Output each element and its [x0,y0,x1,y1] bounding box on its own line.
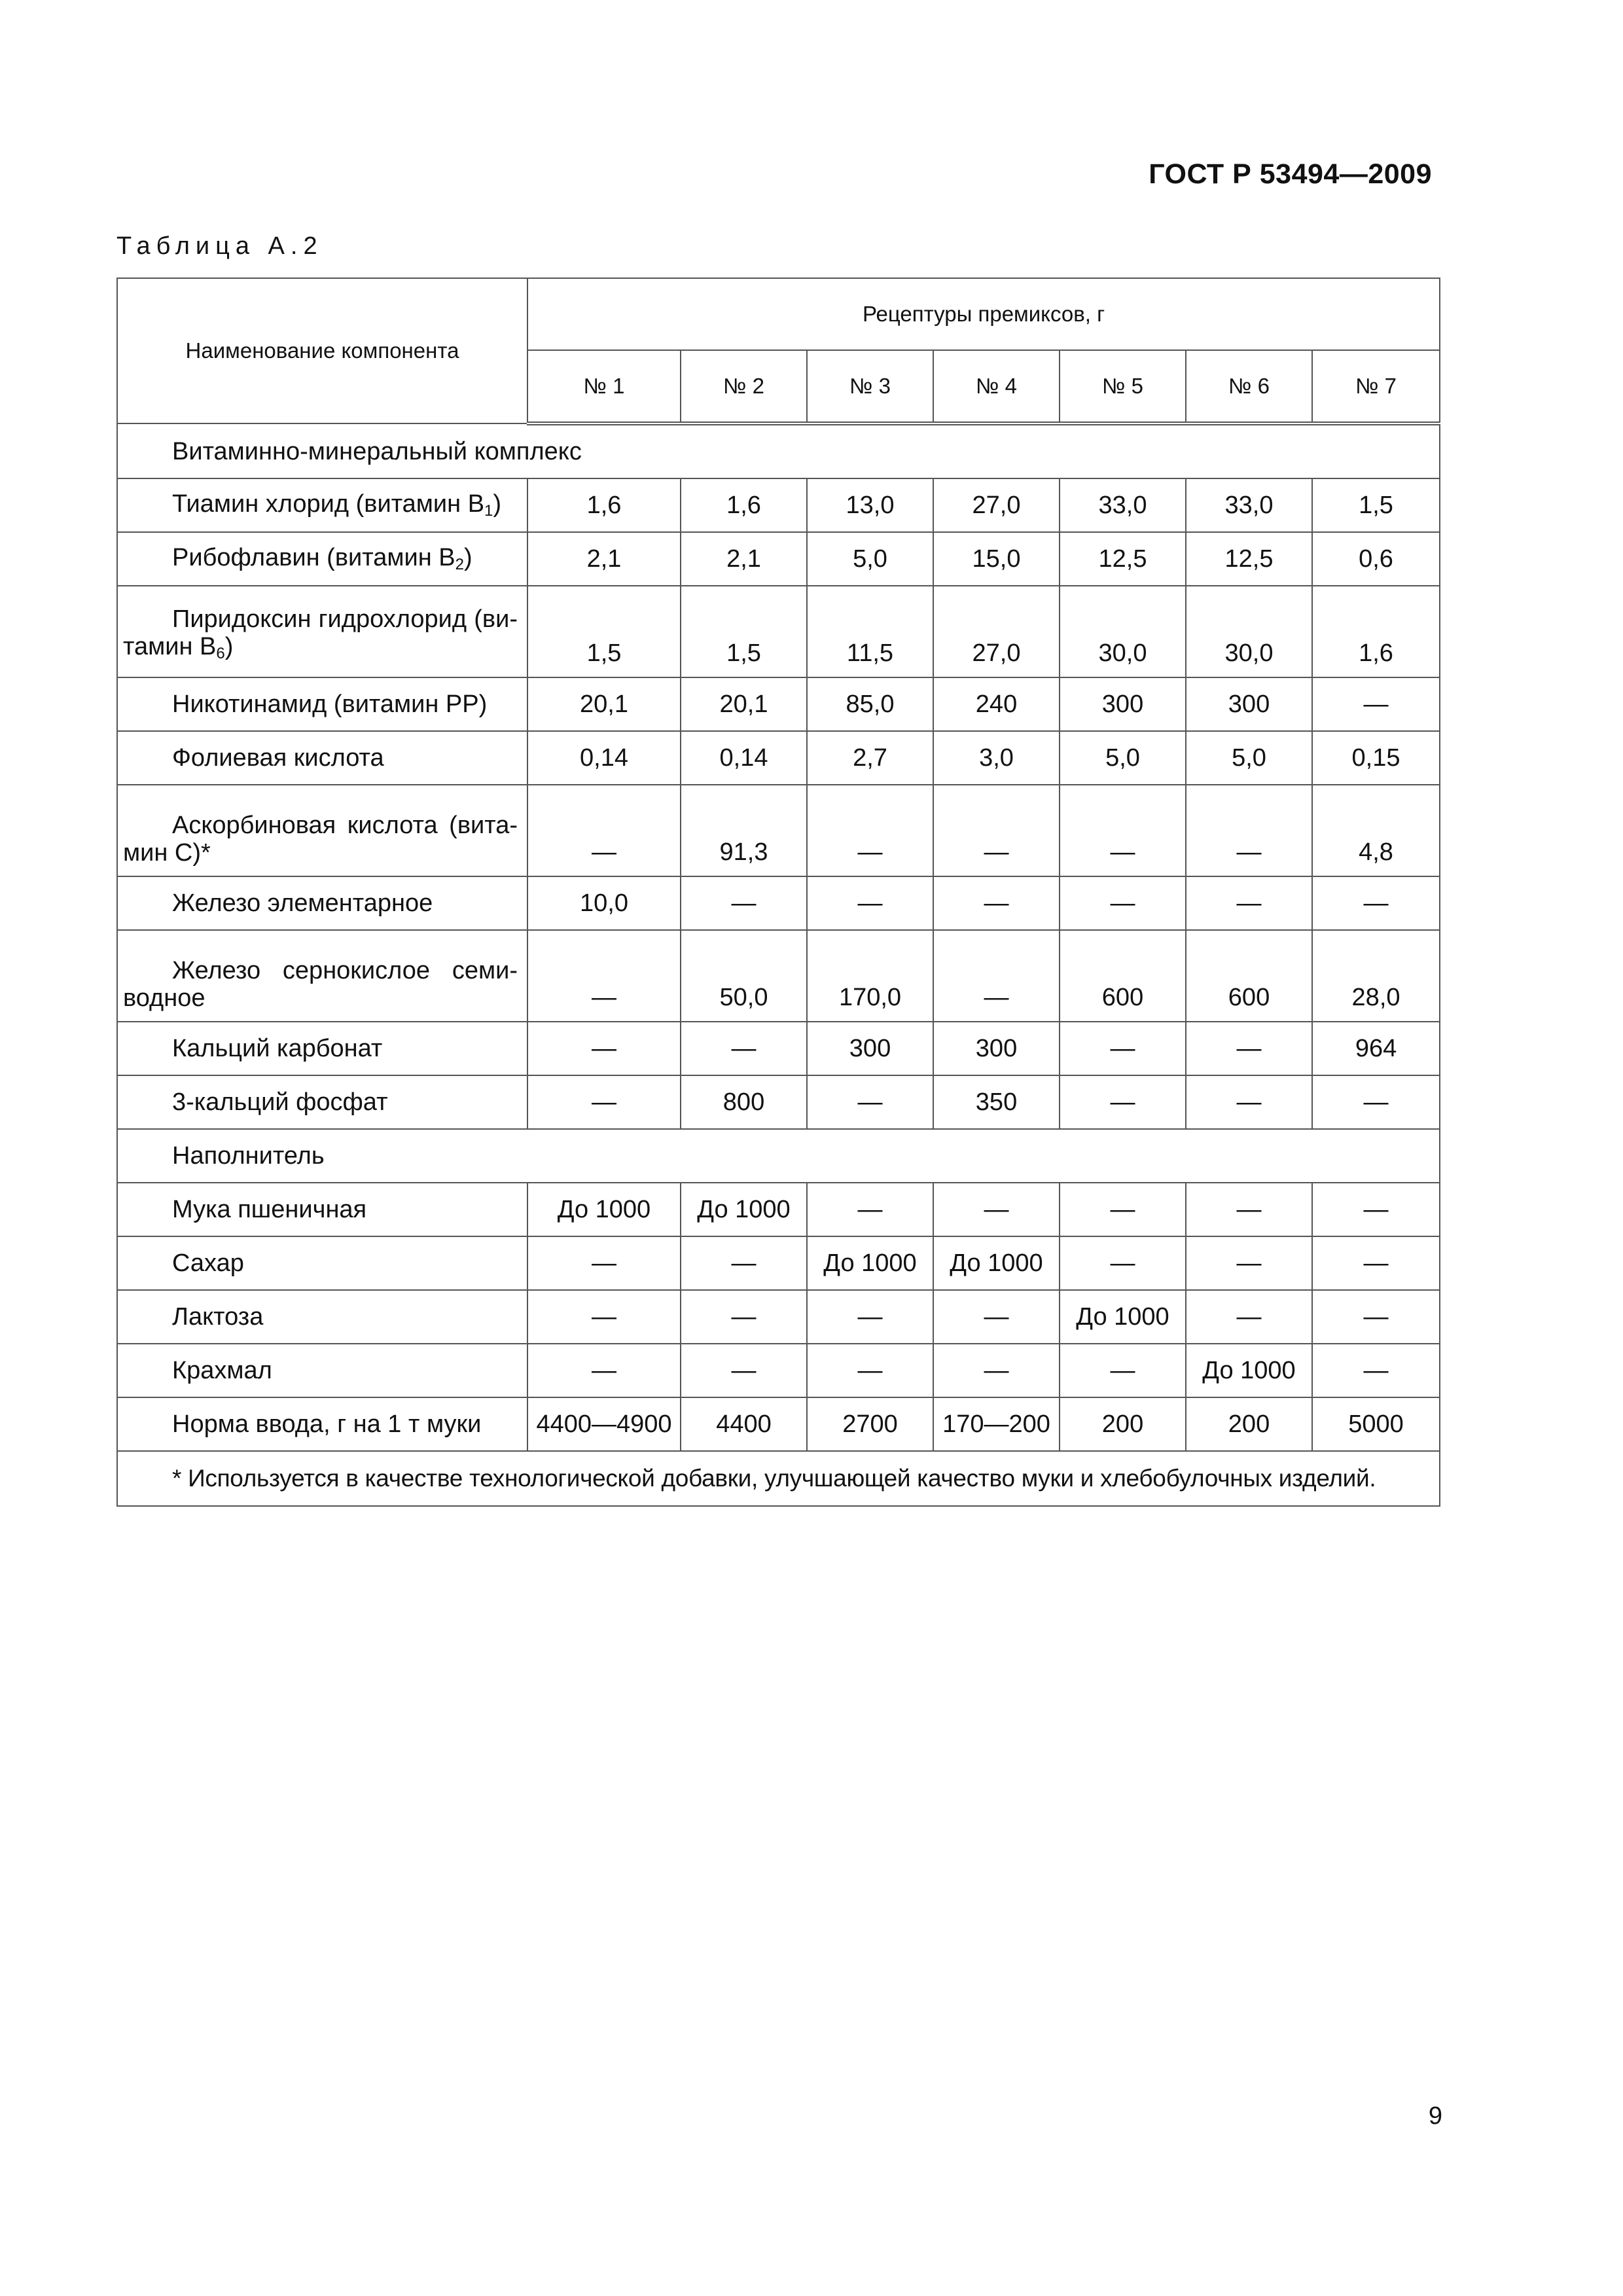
page-number: 9 [1428,2102,1442,2130]
column-header: № 7 [1312,350,1440,423]
table-row [117,1236,1440,1290]
table-cell: 1,5 [681,586,807,677]
column-header: № 6 [1186,350,1312,423]
table-cell: — [1060,1344,1186,1397]
table-cell: — [1312,1290,1440,1344]
section-heading: Наполнитель [117,1129,1440,1183]
row-label: Мука пшеничная [117,1183,527,1236]
table-cell: 600 [1060,930,1186,1022]
table-cell: 13,0 [807,478,933,532]
table-cell: — [933,1344,1060,1397]
table-cell: 200 [1060,1397,1186,1451]
table-cell: 300 [1060,677,1186,731]
premix-recipes-table [116,278,1440,1507]
table-cell: 1,6 [1312,586,1440,677]
table-cell: 12,5 [1060,532,1186,586]
table-row [117,1075,1440,1129]
table-cell: 30,0 [1186,586,1312,677]
table-cell: — [1186,785,1312,876]
table-cell: 170—200 [933,1397,1060,1451]
table-cell: До 1000 [527,1183,681,1236]
table-row [117,1397,1440,1451]
table-cell: 2,1 [681,532,807,586]
row-label: Железо элементарное [117,876,527,930]
table-cell: 27,0 [933,586,1060,677]
table-cell: — [681,1344,807,1397]
table-cell: 300 [1186,677,1312,731]
column-header: № 3 [807,350,933,423]
table-cell: — [933,1290,1060,1344]
table-row [117,677,1440,731]
table-cell: 240 [933,677,1060,731]
table-cell: — [681,1290,807,1344]
table-cell: — [1060,785,1186,876]
table-cell: — [1312,1075,1440,1129]
row-label: Лактоза [117,1290,527,1344]
table-cell: — [807,876,933,930]
table-cell: — [1186,876,1312,930]
table-cell: 4,8 [1312,785,1440,876]
table-cell: — [933,785,1060,876]
table-cell: — [933,930,1060,1022]
table-cell: — [1186,1290,1312,1344]
table-cell: — [1186,1075,1312,1129]
table-cell: 1,5 [1312,478,1440,532]
table-cell: До 1000 [1060,1290,1186,1344]
row-label: Аскорбиновая кислота (вита-мин С)* [117,785,527,876]
row-label: Тиамин хлорид (витамин $B_1$) [117,478,527,532]
table-cell: — [681,1022,807,1075]
row-label: Железо сернокислое семи-водное [117,930,527,1022]
table-cell: — [1312,1236,1440,1290]
table-cell: До 1000 [807,1236,933,1290]
table-cell: 0,14 [527,731,681,785]
table-cell: 50,0 [681,930,807,1022]
table-cell: 5,0 [807,532,933,586]
table-cell: 12,5 [1186,532,1312,586]
table-cell: — [1186,1022,1312,1075]
table-cell: 20,1 [527,677,681,731]
table-cell: 30,0 [1060,586,1186,677]
document-code: ГОСТ Р 53494—2009 [1149,158,1432,190]
table-cell: 33,0 [1060,478,1186,532]
table-cell: 800 [681,1075,807,1129]
table-row [117,1290,1440,1344]
table-cell: — [807,1290,933,1344]
row-label: Крахмал [117,1344,527,1397]
row-label: Сахар [117,1236,527,1290]
table-row [117,1183,1440,1236]
table-cell: 28,0 [1312,930,1440,1022]
table-cell: 300 [933,1022,1060,1075]
table-cell: — [807,785,933,876]
table-cell: 300 [807,1022,933,1075]
table-cell: 27,0 [933,478,1060,532]
table-cell: — [1060,1236,1186,1290]
table-row [117,532,1440,586]
table-cell: — [527,1075,681,1129]
table-cell: 0,14 [681,731,807,785]
table-cell: 350 [933,1075,1060,1129]
table-cell: 5,0 [1060,731,1186,785]
table-cell: До 1000 [681,1183,807,1236]
table-cell: 2,1 [527,532,681,586]
table-cell: 5000 [1312,1397,1440,1451]
table-cell: — [1186,1183,1312,1236]
table-cell: 20,1 [681,677,807,731]
table-cell: 200 [1186,1397,1312,1451]
table-row [117,1022,1440,1075]
row-label: Никотинамид (витамин PP) [117,677,527,731]
premix-table-container [116,278,1439,1507]
table-cell: — [527,1236,681,1290]
table-cell: — [807,1075,933,1129]
table-cell: 0,15 [1312,731,1440,785]
section-heading: Витаминно-минеральный комплекс [117,423,1440,478]
row-label: Пиридоксин гидрохлорид (ви-тамин $B_6$) [117,586,527,677]
table-row [117,785,1440,876]
row-label: 3-кальций фосфат [117,1075,527,1129]
table-cell: — [1060,1183,1186,1236]
table-cell: До 1000 [933,1236,1060,1290]
table-cell: — [527,1290,681,1344]
table-cell: 170,0 [807,930,933,1022]
table-cell: — [1060,1022,1186,1075]
row-label: Рибофлавин (витамин $B_2$) [117,532,527,586]
recipe-group-header: Рецептуры премиксов, г [527,278,1440,350]
table-cell: 4400—4900 [527,1397,681,1451]
table-row [117,876,1440,930]
table-cell: 4400 [681,1397,807,1451]
table-row [117,930,1440,1022]
table-cell: 964 [1312,1022,1440,1075]
table-cell: — [933,876,1060,930]
table-cell: 2700 [807,1397,933,1451]
row-label: Фолиевая кислота [117,731,527,785]
table-cell: 3,0 [933,731,1060,785]
table-cell: 1,6 [681,478,807,532]
table-cell: 15,0 [933,532,1060,586]
table-row [117,1344,1440,1397]
table-cell: 33,0 [1186,478,1312,532]
table-cell: 10,0 [527,876,681,930]
table-cell: — [1312,1344,1440,1397]
table-cell: 600 [1186,930,1312,1022]
table-cell: До 1000 [1186,1344,1312,1397]
table-cell: — [1312,876,1440,930]
table-cell: 5,0 [1186,731,1312,785]
table-cell: — [527,1022,681,1075]
table-cell: 1,6 [527,478,681,532]
column-header: № 1 [527,350,681,423]
table-cell: — [527,930,681,1022]
row-label: Кальций карбонат [117,1022,527,1075]
component-name-header: Наименование компонента [117,278,527,423]
table-caption: Таблица А.2 [116,232,323,260]
table-row [117,586,1440,677]
table-cell: — [1312,677,1440,731]
table-cell: — [1060,1075,1186,1129]
column-header: № 4 [933,350,1060,423]
column-header: № 2 [681,350,807,423]
table-cell: 85,0 [807,677,933,731]
table-footnote: * Используется в качестве технологической добавки, улучшающей качество муки и хлебобулочных изделий. [117,1451,1440,1506]
table-row [117,478,1440,532]
table-cell: — [933,1183,1060,1236]
table-cell: — [527,785,681,876]
table-cell: 91,3 [681,785,807,876]
column-header: № 5 [1060,350,1186,423]
table-cell: — [1312,1183,1440,1236]
table-cell: — [1186,1236,1312,1290]
table-cell: — [1060,876,1186,930]
table-cell: 1,5 [527,586,681,677]
table-cell: 11,5 [807,586,933,677]
table-cell: — [527,1344,681,1397]
table-cell: — [807,1344,933,1397]
table-cell: — [681,876,807,930]
table-cell: 0,6 [1312,532,1440,586]
table-cell: 2,7 [807,731,933,785]
row-label: Норма ввода, г на 1 т муки [117,1397,527,1451]
table-cell: — [681,1236,807,1290]
table-row [117,731,1440,785]
table-cell: — [807,1183,933,1236]
